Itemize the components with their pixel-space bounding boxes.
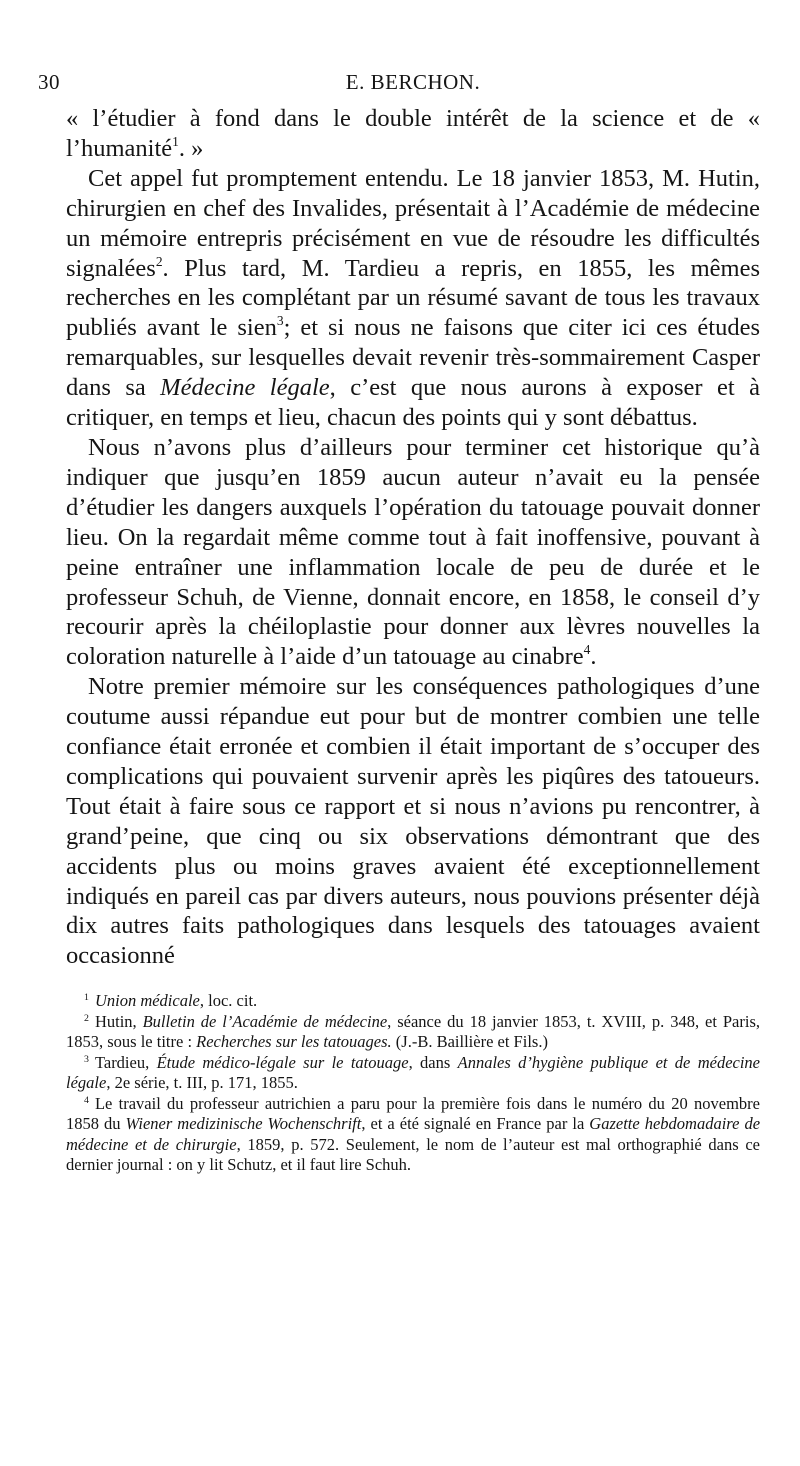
text-run: Le travail du professeur autrichien a paru pour la première fois dans le numéro du 20 novembre 1858 du: [66, 1093, 760, 1134]
footnote: [66, 991, 760, 1012]
text-run: , séance du 18 janvier 1853, t. XVIII, p. 348, et Paris, 1853, sous le titre :: [66, 1011, 760, 1052]
body-text: [66, 104, 760, 971]
italic-title: Bulletin de l’Académie de médecine: [142, 1011, 388, 1031]
footnote-reference: 4: [583, 642, 591, 658]
text-run: .: [590, 643, 597, 671]
paragraph: [66, 672, 760, 971]
text-run: , c’est que nous aurons à exposer et à critiquer, en temps et lieu, chacun des points qui y sont débattus.: [66, 374, 760, 432]
text-run: . »: [178, 134, 204, 162]
text-run: Tardieu,: [94, 1052, 157, 1072]
text-run: Cet appel fut promptement entendu. Le 18 janvier 1853, M. Hutin, chirurgien en chef des Invalides, présentait à l’Académie de médecine un mémoire entrepris précisément en vue de résoudre les difficultés signalées: [66, 164, 760, 282]
running-head: E. BERCHON.: [345, 70, 481, 94]
footnote-mark: 3: [84, 1053, 89, 1065]
text-run: , 2e série, t. III, p. 171, 1855.: [106, 1073, 298, 1093]
paragraph: [66, 433, 760, 672]
text-run: . Plus tard, M. Tardieu a repris, en 1855, les mêmes recherches en les complétant par un résumé savant de tous les travaux publiés avant le sien: [66, 254, 760, 342]
text-run: , dans: [408, 1052, 458, 1072]
text-run: , 1859, p. 572. Seulement, le nom de l’auteur est mal orthographié dans ce dernier journal : on y lit Schutz, et il faut lire Schuh.: [66, 1134, 760, 1175]
text-run: Hutin,: [94, 1011, 143, 1031]
text-run: (J.-B. Baillière et Fils.): [391, 1032, 548, 1052]
italic-title: Médecine légale: [160, 374, 330, 402]
text-run: , et a été signalé en France par la: [361, 1114, 590, 1134]
footnote-mark: 2: [84, 1012, 89, 1024]
footnote-mark: 4: [84, 1094, 89, 1106]
footnote-reference: 1: [172, 133, 179, 149]
italic-title: Gazette hebdomadaire de médecine et de chirurgie: [66, 1114, 761, 1154]
text-run: Notre premier mémoire sur les conséquences pathologiques d’une coutume aussi répandue eut pour but de montrer combien une telle confiance était erronée et combien il était important de s’occuper des complications qui pouvaient survenir après les piqûres des tatoueurs. Tout était à faire sous ce rapport et si nous n’avions pu rencontrer, à grand’peine, que cinq ou six observations démontrant que des accidents plus ou moins graves avaient été exceptionnellement indiqués en pareil cas par divers auteurs, nous pouvions présenter déjà dix autres faits pathologiques dans lesquels des tatouages avaient occasionné: [66, 673, 760, 970]
footnote-reference: 2: [155, 253, 163, 269]
footnote: [66, 1053, 760, 1094]
italic-title: Recherches sur les tatouages.: [196, 1032, 392, 1052]
footnote: [66, 1094, 760, 1176]
italic-title: Annales d’hygiène publique et de médecine légale: [66, 1052, 761, 1093]
footnote-mark: 1: [84, 992, 89, 1004]
footnote-reference: 3: [276, 313, 284, 329]
italic-title: Union médicale: [94, 991, 200, 1011]
paragraph: [66, 104, 760, 164]
footnotes: [66, 991, 760, 1176]
text-run: , loc. cit.: [199, 991, 258, 1011]
italic-title: Étude médico-légale sur le tatouage: [156, 1052, 409, 1072]
text-run: ; et si nous ne faisons que citer ici ces études remarquables, sur lesquelles devait revenir très-sommairement Casper dans sa: [66, 314, 761, 402]
page-number: 30: [38, 70, 60, 94]
footnote: [66, 1012, 760, 1053]
page-header: [38, 70, 760, 104]
italic-title: Wiener medizinische Wochenschrift: [125, 1114, 362, 1134]
text-run: « l’étudier à fond dans le double intérêt de la science et de « l’humanité: [66, 105, 760, 162]
paragraph: [66, 164, 760, 433]
text-run: Nous n’avons plus d’ailleurs pour terminer cet historique qu’à indiquer que jusqu’en 1859 aucun auteur n’avait eu la pensée d’étudier les dangers auxquels l’opération du tatouage pouvait donner lieu. On la regardait même comme tout à fait inoffensive, pouvant à peine entraîner une inflammation locale de peu de durée et le professeur Schuh, de Vienne, donnait encore, en 1858, le conseil d’y recourir après la chéiloplastie pour donner aux lèvres nouvelles la coloration naturelle à l’aide d’un tatouage au cinabre: [66, 433, 760, 671]
